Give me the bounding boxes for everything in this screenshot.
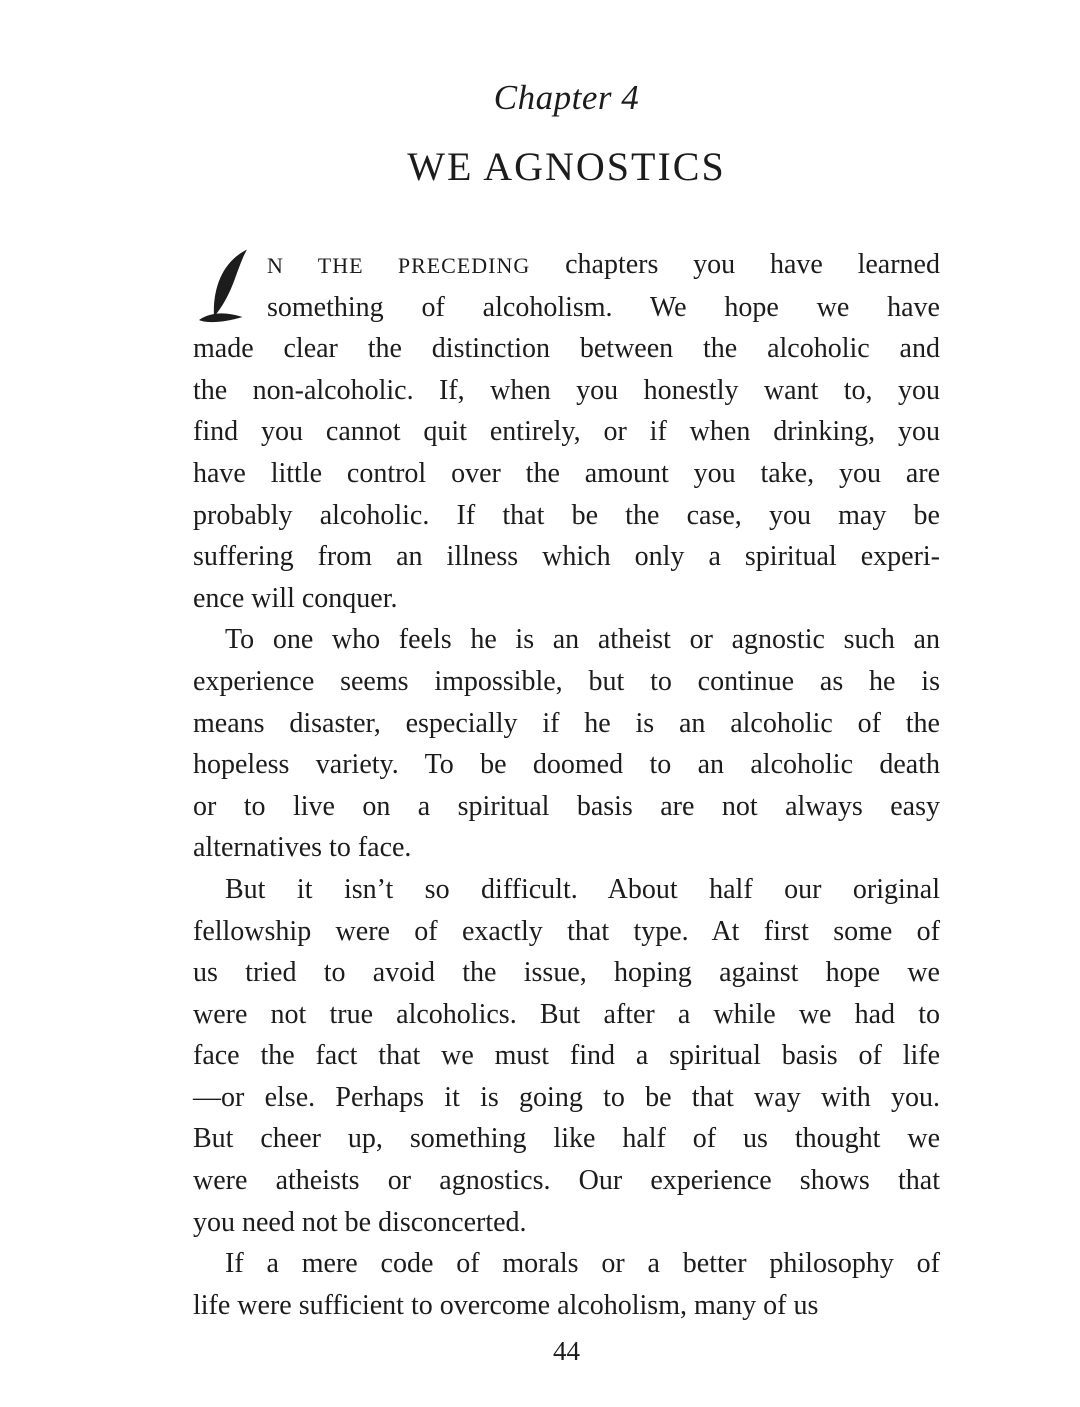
line-text: the non-alcoholic. If, when you honestly want to, you: [193, 374, 940, 406]
line-text: fellowship were of exactly that type. At first some of: [193, 915, 940, 947]
line-text: But it isn’t so difficult. About half our original: [225, 873, 940, 905]
line-text: have little control over the amount you take, you are: [193, 457, 940, 489]
text-line: [193, 328, 940, 370]
paragraph: [193, 244, 940, 619]
text-line: [193, 661, 940, 703]
line-text: hopeless variety. To be doomed to an alcoholic death: [193, 749, 940, 781]
line-text: probably alcoholic. If that be the case, you may be: [193, 499, 940, 531]
text-line: [193, 827, 940, 869]
line-text: something of alcoholism. We hope we have: [267, 291, 940, 323]
text-line: [193, 994, 940, 1036]
text-line: [193, 1077, 940, 1119]
text-line: [193, 911, 940, 953]
text-line: [193, 578, 940, 620]
text-line: [193, 744, 940, 786]
paragraph: [193, 619, 940, 869]
text-line: [193, 370, 940, 412]
line-text: find you cannot quit entirely, or if when drinking, you: [193, 416, 940, 448]
text-line: [193, 869, 940, 911]
line-text: chapters you have learned: [530, 249, 940, 280]
text-line: [193, 1202, 940, 1244]
line-text: life were sufficient to overcome alcoholism, many of us: [193, 1289, 819, 1321]
text-line: [193, 495, 940, 537]
swash-letter-i-icon: [193, 248, 259, 326]
line-text: experience seems impossible, but to continue as he is: [193, 665, 940, 697]
line-text: To one who feels he is an atheist or agnostic such an: [225, 624, 940, 656]
text-line: [193, 453, 940, 495]
line-text: means disaster, especially if he is an alcoholic of the: [193, 707, 940, 739]
chapter-label: Chapter 4: [493, 78, 640, 117]
line-text: —or else. Perhaps it is going to be that way with you.: [193, 1081, 940, 1113]
line-text: made clear the distinction between the alcoholic and: [193, 333, 940, 365]
line-text: ence will conquer.: [193, 582, 398, 614]
body-text: [193, 244, 940, 1326]
text-line: [193, 287, 940, 329]
drop-cap-initial: [193, 248, 259, 326]
text-line: [193, 1035, 940, 1077]
line-text: But cheer up, something like half of us thought we: [193, 1123, 940, 1155]
text-line: [193, 1285, 940, 1327]
text-line: [193, 1243, 940, 1285]
text-line: [193, 703, 940, 745]
line-text: or to live on a spiritual basis are not always easy: [193, 790, 940, 822]
text-line: [193, 411, 940, 453]
line-text: us tried to avoid the issue, hoping against hope we: [193, 957, 940, 989]
line-text: suffering from an illness which only a spiritual experi-: [193, 541, 940, 573]
text-line: [193, 952, 940, 994]
line-text: alternatives to face.: [193, 832, 412, 864]
paragraph: [193, 869, 940, 1243]
chapter-title: WE AGNOSTICS: [407, 144, 726, 189]
line-text: were atheists or agnostics. Our experience shows that: [193, 1165, 940, 1197]
line-text: face the fact that we must find a spiritual basis of life: [193, 1040, 940, 1072]
text-line: [193, 619, 940, 661]
small-caps-lead: N THE PRECEDING: [267, 253, 531, 278]
line-text: were not true alcoholics. But after a while we had to: [193, 998, 940, 1030]
line-text: you need not be disconcerted.: [193, 1206, 527, 1238]
text-block: [193, 0, 940, 1326]
text-line: [193, 244, 940, 287]
text-line: [193, 786, 940, 828]
text-line: [193, 1160, 940, 1202]
paragraph: [193, 1243, 940, 1326]
text-line: [193, 1118, 940, 1160]
line-text: If a mere code of morals or a better philosophy of: [225, 1248, 940, 1280]
text-line: [193, 536, 940, 578]
page-number: 44: [553, 1336, 580, 1366]
